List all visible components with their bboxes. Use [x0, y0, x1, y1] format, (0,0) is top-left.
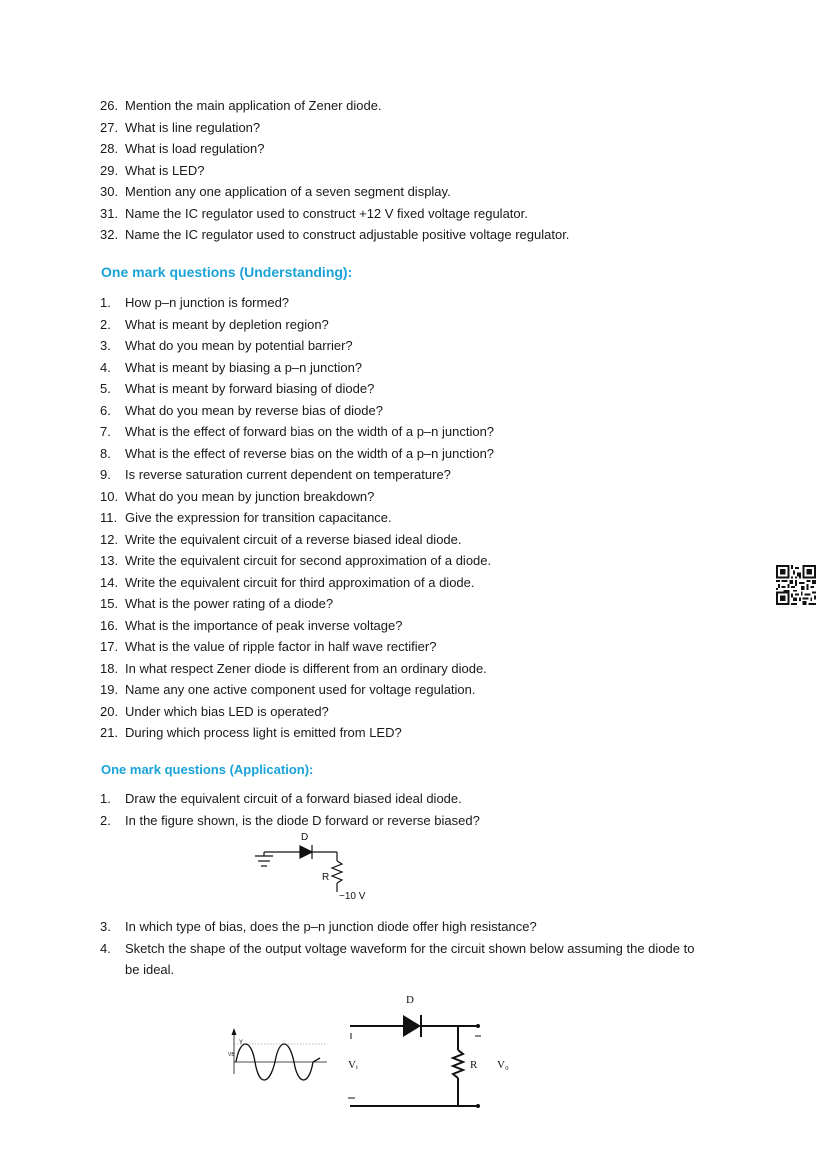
question-number: 18.	[100, 660, 119, 676]
question-text: In what respect Zener diode is different from an ordinary diode.	[125, 660, 487, 676]
question-text: In which type of bias, does the p–n junction diode offer high resistance?	[125, 919, 537, 934]
question-number: 7.	[100, 424, 111, 439]
question-text: How p–n junction is formed?	[125, 295, 290, 310]
question-number: 12.	[100, 531, 119, 547]
question-item	[100, 636, 695, 658]
question-text: What is meant by depletion region?	[125, 316, 329, 332]
question-text: Mention the main application of Zener diode.	[125, 98, 382, 113]
output-voltage-label: V₀	[497, 1059, 509, 1071]
question-number: 11.	[100, 510, 118, 525]
question-text: What do you mean by junction breakdown?	[125, 488, 375, 504]
question-text: Name any one active component used for voltage regulation.	[125, 682, 476, 697]
question-number: 13.	[100, 553, 119, 568]
question-item	[100, 529, 695, 551]
question-number: 8.	[100, 445, 111, 461]
diode-label-2: D	[406, 994, 414, 1006]
question-text: What is meant by biasing a p–n junction?	[125, 359, 363, 375]
question-number: 6.	[100, 402, 111, 418]
question-number: 4.	[100, 940, 111, 956]
sine-input-waveform	[228, 1028, 327, 1080]
question-list-continued	[100, 95, 695, 246]
question-number: 31.	[100, 205, 119, 221]
input-voltage-label: Vᵢ	[348, 1059, 358, 1071]
half-wave-circuit-figure	[225, 988, 525, 1116]
question-number: 16.	[100, 617, 119, 633]
question-text: What do you mean by potential barrier?	[125, 338, 353, 353]
question-number: 21.	[100, 725, 119, 740]
question-item	[100, 615, 695, 637]
question-number: 28.	[100, 141, 119, 156]
axis-label: VB	[228, 1052, 235, 1058]
question-number: 17.	[100, 639, 119, 654]
question-item	[100, 658, 695, 680]
resistor-symbol	[332, 861, 342, 883]
question-item	[100, 357, 695, 379]
question-text: Under which bias LED is operated?	[125, 703, 329, 719]
question-text: What is the power rating of a diode?	[125, 596, 334, 611]
question-text: What is load regulation?	[125, 141, 265, 156]
question-item	[100, 138, 695, 160]
diode-symbol-2	[403, 1015, 421, 1037]
question-number: 27.	[100, 119, 119, 135]
question-item	[100, 788, 695, 810]
question-item	[100, 443, 695, 465]
question-item	[100, 421, 695, 443]
question-text: Sketch the shape of the output voltage waveform for the circuit shown below assuming the diode to be ideal.	[125, 940, 695, 977]
question-item	[100, 117, 695, 139]
question-text: What is LED?	[125, 162, 205, 178]
question-item	[100, 181, 695, 203]
question-number: 30.	[100, 184, 119, 199]
section-heading-application: One mark questions (Application):	[101, 762, 314, 777]
question-text: What is meant by forward biasing of diode?	[125, 381, 375, 396]
question-text: What do you mean by reverse bias of diode?	[125, 402, 383, 418]
question-number: 32.	[100, 227, 119, 242]
question-number: 10.	[100, 488, 119, 504]
question-item	[100, 916, 695, 938]
question-item	[100, 160, 695, 182]
question-number: 26.	[100, 98, 119, 113]
question-number: 2.	[100, 316, 111, 332]
question-item	[100, 679, 695, 701]
question-number: 4.	[100, 359, 111, 375]
question-item	[100, 550, 695, 572]
axis-y-mark-icon: Y	[239, 1040, 244, 1046]
question-text: Is reverse saturation current dependent on temperature?	[125, 467, 451, 482]
question-text: What is the effect of forward bias on the width of a p–n junction?	[125, 424, 495, 439]
question-number: 9.	[100, 467, 111, 482]
question-text: During which process light is emitted from LED?	[125, 725, 402, 740]
question-text: Name the IC regulator used to construct +12 V fixed voltage regulator.	[125, 205, 528, 221]
question-number: 5.	[100, 381, 111, 396]
qr-code-icon	[776, 565, 816, 605]
question-item	[100, 95, 695, 117]
load-resistor-label: R	[470, 1059, 478, 1071]
question-item	[100, 572, 695, 594]
question-item	[100, 938, 695, 981]
question-item	[100, 701, 695, 723]
question-item	[100, 203, 695, 225]
diode-bias-circuit-figure	[245, 828, 385, 906]
question-text: Name the IC regulator used to construct adjustable positive voltage regulator.	[125, 227, 570, 242]
question-item	[100, 810, 695, 832]
section-heading-understanding: One mark questions (Understanding):	[101, 264, 353, 280]
question-text: In the figure shown, is the diode D forward or reverse biased?	[125, 812, 480, 828]
question-number: 1.	[100, 295, 111, 310]
diode-label: D	[301, 832, 309, 843]
question-text: What is the effect of reverse bias on the width of a p–n junction?	[125, 445, 495, 461]
question-number: 20.	[100, 703, 119, 719]
voltage-label: −10 V	[339, 891, 366, 902]
question-list-application-a	[100, 788, 695, 831]
question-number: 15.	[100, 596, 119, 611]
question-number: 19.	[100, 682, 119, 697]
question-list-understanding	[100, 292, 695, 744]
question-item	[100, 314, 695, 336]
question-text: What is line regulation?	[125, 119, 261, 135]
question-text: What is the importance of peak inverse voltage?	[125, 617, 403, 633]
load-resistor-symbol	[453, 1050, 463, 1078]
question-text: Write the equivalent circuit for third approximation of a diode.	[125, 574, 475, 590]
question-item	[100, 593, 695, 615]
question-number: 3.	[100, 338, 111, 353]
question-number: 1.	[100, 791, 111, 806]
question-item	[100, 224, 695, 246]
diode-symbol	[300, 846, 312, 858]
question-number: 14.	[100, 574, 119, 590]
question-list-application-b	[100, 916, 695, 981]
question-item	[100, 464, 695, 486]
output-terminal-top	[476, 1024, 480, 1028]
question-item	[100, 722, 695, 744]
question-number: 29.	[100, 162, 119, 178]
question-text: Write the equivalent circuit for second approximation of a diode.	[125, 553, 492, 568]
question-item	[100, 378, 695, 400]
question-item	[100, 486, 695, 508]
question-number: 3.	[100, 919, 111, 934]
question-item	[100, 507, 695, 529]
question-number: 2.	[100, 812, 111, 828]
question-item	[100, 335, 695, 357]
question-text: Write the equivalent circuit of a reverse biased ideal diode.	[125, 531, 462, 547]
question-item	[100, 400, 695, 422]
question-text: Draw the equivalent circuit of a forward biased ideal diode.	[125, 791, 462, 806]
resistor-label: R	[322, 872, 330, 883]
question-text: Mention any one application of a seven segment display.	[125, 184, 451, 199]
question-text: What is the value of ripple factor in half wave rectifier?	[125, 639, 437, 654]
question-text: Give the expression for transition capacitance.	[125, 510, 392, 525]
question-item	[100, 292, 695, 314]
output-terminal-bottom	[476, 1104, 480, 1108]
